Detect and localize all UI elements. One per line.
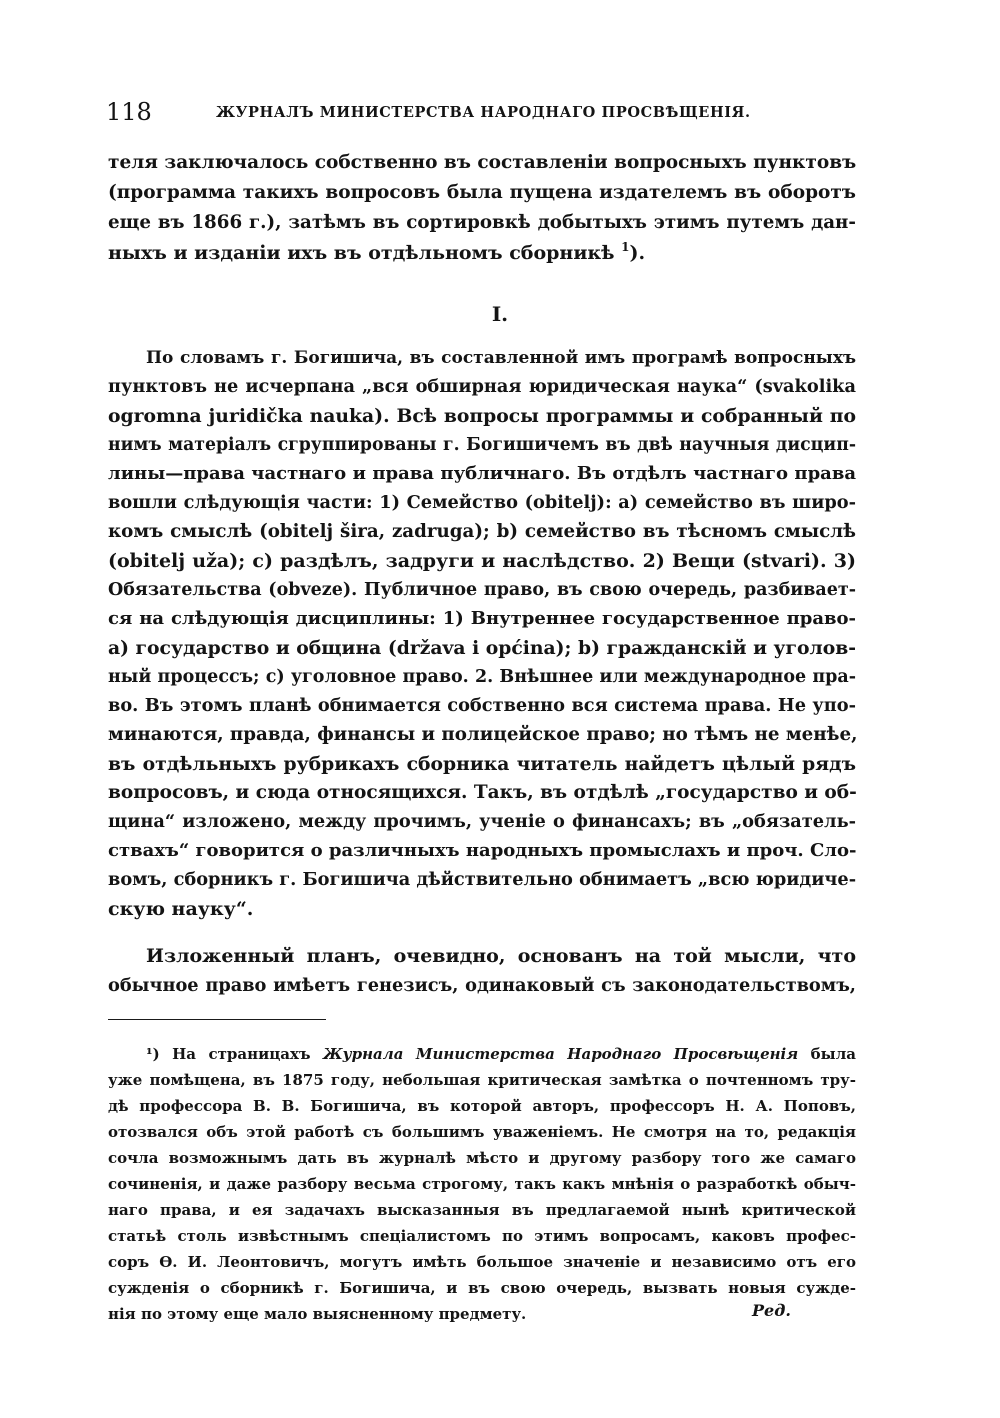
- footnote-ref: 1: [621, 240, 630, 254]
- text-line: вошли слѣдующія части: 1) Семейство (obitelj): а) семейство въ широ-: [108, 492, 856, 513]
- text-line: (obitelj uža); c) раздѣлъ, задруги и наслѣдство. 2) Вещи (stvari). 3): [108, 550, 856, 572]
- text-line: вопросовъ, и сюда относящихся. Такъ, въ отдѣлѣ „государство и об-: [108, 782, 857, 803]
- footnote-line: дѣ профессора В. В. Богишича, въ которой авторъ, профессоръ Н. А. Поповъ,: [108, 1097, 856, 1115]
- text-line: [108, 240, 856, 266]
- text-line: вомъ, сборникъ г. Богишича дѣйствительно обнимаетъ „всю юридиче-: [108, 869, 857, 890]
- text-line: По словамъ г. Богишича, въ составленной имъ програмѣ вопросныхъ: [146, 348, 856, 368]
- page-number: 118: [106, 98, 152, 126]
- footnote-line: наго права, и ея задачахъ высказанныя въ предлагаемой нынѣ критической: [108, 1201, 856, 1219]
- text-line: еще въ 1866 г.), затѣмъ въ сортировкѣ добытыхъ этимъ путемъ дан-: [108, 212, 856, 233]
- footnote-line: нія по этому еще мало выясненному предмету.: [108, 1305, 527, 1323]
- footnote-line: сужденія о сборникѣ г. Богишича, и въ свою очередь, вызвать новыя сужде-: [108, 1279, 856, 1297]
- text-line: минаются, правда, финансы и полицейское право; но тѣмъ не менѣе,: [108, 724, 858, 745]
- footnote-divider: [108, 1019, 326, 1020]
- text-line: комъ смыслѣ (obitelj šira, zadruga); b) семейство въ тѣсномъ смыслѣ: [108, 521, 856, 542]
- footnote-marker: ¹) На страницахъ: [146, 1045, 311, 1063]
- journal-title: Журнала Министерства Народнаго Просвѣщенія: [322, 1045, 799, 1063]
- footnote-line: соръ Ѳ. И. Леонтовичъ, могутъ имѣть большое значеніе и независимо отъ его: [108, 1253, 856, 1271]
- text-line: ся на слѣдующія дисциплины: 1) Внутреннее государственное право-: [108, 608, 856, 629]
- text-line: ный процессъ; с) уголовное право. 2. Внѣшнее или международное пра-: [108, 667, 856, 687]
- text-line: во. Въ этомъ планѣ обнимается собственно вся система права. Не упо-: [108, 695, 856, 716]
- text-line: лины—права частнаго и права публичнаго. Въ отдѣлъ частнаго права: [108, 463, 856, 484]
- editor-signature: Ред.: [752, 1301, 791, 1320]
- text-line: пунктовъ не исчерпана „вся обширная юридическая наука“ (svakolika: [108, 376, 856, 397]
- footnote-line-tail: была: [810, 1045, 857, 1063]
- footnote-line: отозвался объ этой работѣ съ большимъ уваженіемъ. Не смотря на то, редакція: [108, 1123, 856, 1141]
- footnote-line: уже помѣщена, въ 1875 году, небольшая критическая замѣтка о почтенномъ тру-: [108, 1071, 856, 1089]
- text-line: нимъ матеріалъ сгруппированы г. Богишичемъ въ двѣ научныя дисцип-: [108, 435, 856, 455]
- text-line: Изложенный планъ, очевидно, основанъ на той мысли, что: [146, 945, 856, 967]
- text-line: (программа такихъ вопросовъ была пущена издателемъ въ оборотъ: [108, 182, 856, 203]
- text-line: щина“ изложено, между прочимъ, ученіе о финансахъ; въ „обязатель-: [108, 811, 856, 832]
- text-line: ствахъ“ говорится о различныхъ народныхъ промыслахъ и проч. Сло-: [108, 840, 857, 861]
- footnote-line: сочиненія, и даже разбору весьма строгому, такъ какъ мнѣнія о разработкѣ обыч-: [108, 1175, 856, 1193]
- text-line: а) государство и община (država i općina); b) гражданскій и уголов-: [108, 637, 857, 659]
- footnote-line: сочла возможнымъ дать въ журналѣ мѣсто и другому разбору того же самаго: [108, 1149, 856, 1167]
- footnote-line: статьѣ столь извѣстнымъ спеціалистомъ по этимъ вопросамъ, каковъ профес-: [108, 1227, 856, 1245]
- text-line-tail: ).: [629, 242, 646, 264]
- running-title: ЖУРНАЛЪ МИНИСТЕРСТВА НАРОДНАГО ПРОСВѢЩЕНІЯ.: [216, 104, 751, 121]
- text-line: теля заключалось собственно въ составленіи вопросныхъ пунктовъ: [108, 152, 857, 173]
- footnote-line: [146, 1044, 856, 1064]
- text-line: обычное право имѣетъ генезисъ, одинаковый съ законодательствомъ,: [108, 975, 856, 996]
- text-line-content: ныхъ и изданіи ихъ въ отдѣльномъ сборникѣ: [108, 242, 615, 264]
- text-line: скую науку“.: [108, 898, 254, 920]
- page-header: [106, 100, 866, 124]
- section-heading: I.: [491, 302, 509, 326]
- text-line: въ отдѣльныхъ рубрикахъ сборника читатель найдетъ цѣлый рядъ: [108, 753, 856, 775]
- text-line: ogromna juridička nauka). Всѣ вопросы программы и собранный по: [108, 405, 856, 427]
- text-line: Обязательства (obveze). Публичное право, въ свою очередь, разбивает-: [108, 580, 856, 600]
